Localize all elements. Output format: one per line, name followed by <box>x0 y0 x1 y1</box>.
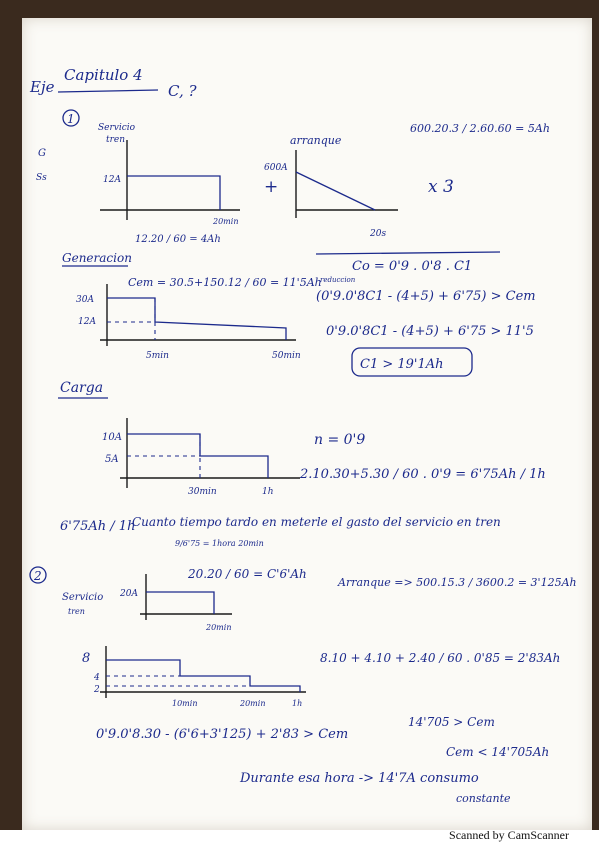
eje-text: Eje <box>30 78 55 96</box>
carga-calc: 2.10.30+5.30 / 60 . 0'9 = 6'75Ah / 1h <box>300 467 546 482</box>
servicio-calc: 12.20 / 60 = 4Ah <box>135 234 221 245</box>
carga-axes <box>120 418 300 488</box>
carga-x1: 30min <box>188 487 217 497</box>
chapter-underline <box>58 90 158 92</box>
servicio2-label-2: tren <box>68 607 85 616</box>
servicio-axes <box>100 140 240 220</box>
part1-marker: 1 <box>67 112 75 126</box>
arranque-x-value: 20s <box>370 229 387 239</box>
sv2-y: 20A <box>120 589 138 599</box>
part2-x3: 1h <box>292 699 303 708</box>
carga-label: Carga <box>60 380 104 396</box>
generacion-axes <box>100 284 296 346</box>
part2-x2: 20min <box>240 699 266 708</box>
margin-g: G <box>38 148 46 159</box>
part2-y3: 2 <box>94 685 100 695</box>
part2-axes <box>100 646 306 698</box>
part2-dashes <box>106 676 250 686</box>
sv2-curve <box>146 592 214 614</box>
part2-y1: 8 <box>82 651 91 666</box>
arranque-calc: 600.20.3 / 2.60.60 = 5Ah <box>410 122 550 135</box>
plus-sign: + <box>264 177 279 197</box>
part2-result-2: Cem < 14'705Ah <box>446 745 550 759</box>
servicio-x-value: 20min <box>213 217 239 226</box>
carga-dashes <box>127 434 200 478</box>
margin-ss: Ss <box>36 173 47 183</box>
servicio2-label-1: Servicio <box>62 592 104 603</box>
arranque-curve <box>296 172 375 210</box>
scanner-watermark: Scanned by CamScanner <box>449 828 569 842</box>
part2-x1: 10min <box>172 699 198 708</box>
carga-curve <box>127 434 268 478</box>
sv2-calc: 20.20 / 60 = C'6'Ah <box>188 567 307 581</box>
reduccion-note: reduccion <box>320 276 356 284</box>
inequality-1: (0'9.0'8C1 - (4+5) + 6'75) > Cem <box>316 289 536 304</box>
conclusion-line-1: Durante esa hora -> 14'7A consumo <box>240 771 479 786</box>
gen-x2: 50min <box>272 351 301 361</box>
generacion-label: Generacion <box>62 251 132 265</box>
ci-question: C, ? <box>168 82 197 100</box>
quanto-sub: 9/6'75 = 1hora 20min <box>175 539 264 548</box>
generacion-dashes <box>107 298 155 340</box>
sv2-x: 20min <box>206 623 232 632</box>
divider-line <box>316 252 500 254</box>
part2-inequality: 0'9.0'8.30 - (6'6+3'125) + 2'83 > Cem <box>96 727 349 742</box>
inequality-2: 0'9.0'8C1 - (4+5) + 6'75 > 11'5 <box>326 324 534 339</box>
times-three: x 3 <box>428 177 454 197</box>
part2-calc: 8.10 + 4.10 + 2.40 / 60 . 0'85 = 2'83Ah <box>320 651 561 665</box>
gen-y2: 12A <box>78 317 96 327</box>
conclusion-line-2: constante <box>456 792 511 805</box>
part2-curve <box>106 660 300 692</box>
part2-marker: 2 <box>34 569 42 583</box>
ratio-value: 6'75Ah / 1h <box>60 519 136 534</box>
quanto-sentence: Cuanto tiempo tardo en meterle el gasto del servicio en tren <box>132 515 501 529</box>
servicio-label-2: tren <box>106 135 126 145</box>
cem-calc: Cem = 30.5+150.12 / 60 = 11'5Ah <box>128 276 322 289</box>
eta-value: n = 0'9 <box>314 432 366 448</box>
carga-x2: 1h <box>262 487 274 497</box>
gen-x1: 5min <box>146 351 169 361</box>
scanner-footer <box>0 830 599 848</box>
servicio-label-1: Servicio <box>98 123 136 133</box>
gen-y1: 30A <box>76 295 94 305</box>
co-equation: Co = 0'9 . 0'8 . C1 <box>352 259 473 274</box>
servicio-y-value: 12A <box>103 175 121 185</box>
arranque-label: arranque <box>290 134 342 147</box>
arranque2-calc: Arranque => 500.15.3 / 3600.2 = 3'125Ah <box>338 576 577 589</box>
arranque-axes <box>296 150 398 218</box>
part2-y2: 4 <box>94 673 100 683</box>
servicio-curve <box>127 176 220 210</box>
carga-y1: 10A <box>102 432 122 443</box>
generacion-curve <box>107 298 286 340</box>
part2-result-1: 14'705 > Cem <box>408 715 495 729</box>
carga-y2: 5A <box>105 454 119 465</box>
arranque-y-value: 600A <box>264 163 288 173</box>
result-c1: C1 > 19'1Ah <box>360 357 444 372</box>
chapter-title: Capitulo 4 <box>64 66 143 84</box>
